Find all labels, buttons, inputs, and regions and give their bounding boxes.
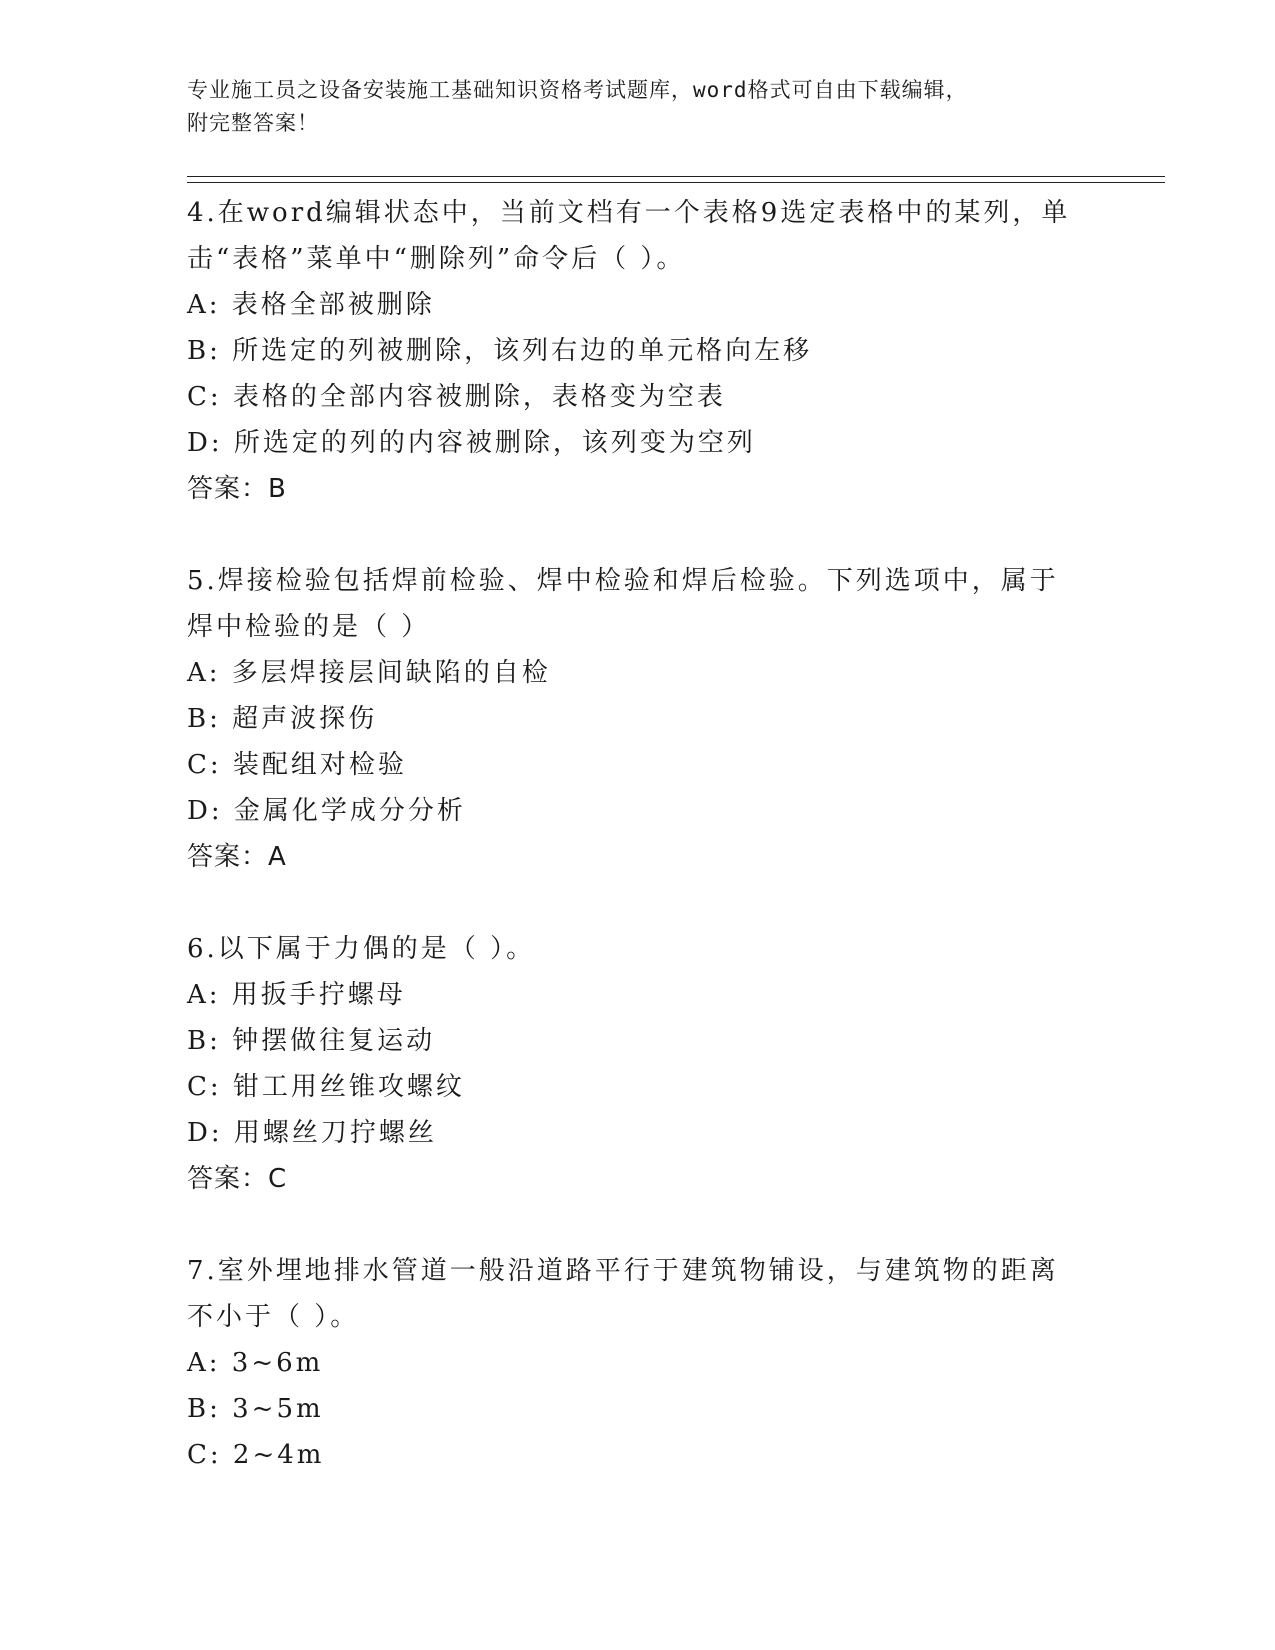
answer: 答案：B [187,474,287,504]
option-c: C: 表格的全部内容被删除，表格变为空表 [187,382,726,412]
header-line-2: 附完整答案！ [187,111,319,135]
option-d: D: 用螺丝刀拧螺丝 [187,1118,437,1148]
answer: 答案：C [187,1164,288,1194]
option-b: B: 所选定的列被删除，该列右边的单元格向左移 [187,336,813,366]
question-stem: 6.以下属于力偶的是（ ）。 [187,934,536,964]
option-c: C: 2~4m [187,1440,325,1470]
header-divider-bottom [187,182,1165,183]
header-line-1: 专业施工员之设备安装施工基础知识资格考试题库，word格式可自由下载编辑， [187,78,968,102]
question-list [187,190,1087,1524]
question-6 [187,926,1087,1202]
question-7 [187,1248,1087,1478]
header-divider-top [187,176,1165,177]
option-b: B: 超声波探伤 [187,704,378,734]
option-a: A: 3~6m [187,1348,324,1378]
option-c: C: 装配组对检验 [187,750,407,780]
document-header [187,74,1087,140]
question-5 [187,558,1087,880]
option-c: C: 钳工用丝锥攻螺纹 [187,1072,465,1102]
option-d: D: 所选定的列的内容被删除，该列变为空列 [187,428,756,458]
option-a: A: 表格全部被删除 [187,290,435,320]
option-d: D: 金属化学成分分析 [187,796,466,826]
answer: 答案：A [187,842,287,872]
option-a: A: 多层焊接层间缺陷的自检 [187,658,551,688]
question-stem: 5.焊接检验包括焊前检验、焊中检验和焊后检验。下列选项中，属于焊中检验的是（ ） [187,566,1059,642]
option-b: B: 3~5m [187,1394,324,1424]
option-b: B: 钟摆做往复运动 [187,1026,436,1056]
question-stem: 4.在word编辑状态中，当前文档有一个表格9选定表格中的某列，单击“表格”菜单中“删除列”命令后（ ）。 [187,198,1071,274]
option-a: A: 用扳手拧螺母 [187,980,406,1010]
question-stem: 7.室外埋地排水管道一般沿道路平行于建筑物铺设，与建筑物的距离不小于（ ）。 [187,1256,1059,1332]
question-4 [187,190,1087,512]
